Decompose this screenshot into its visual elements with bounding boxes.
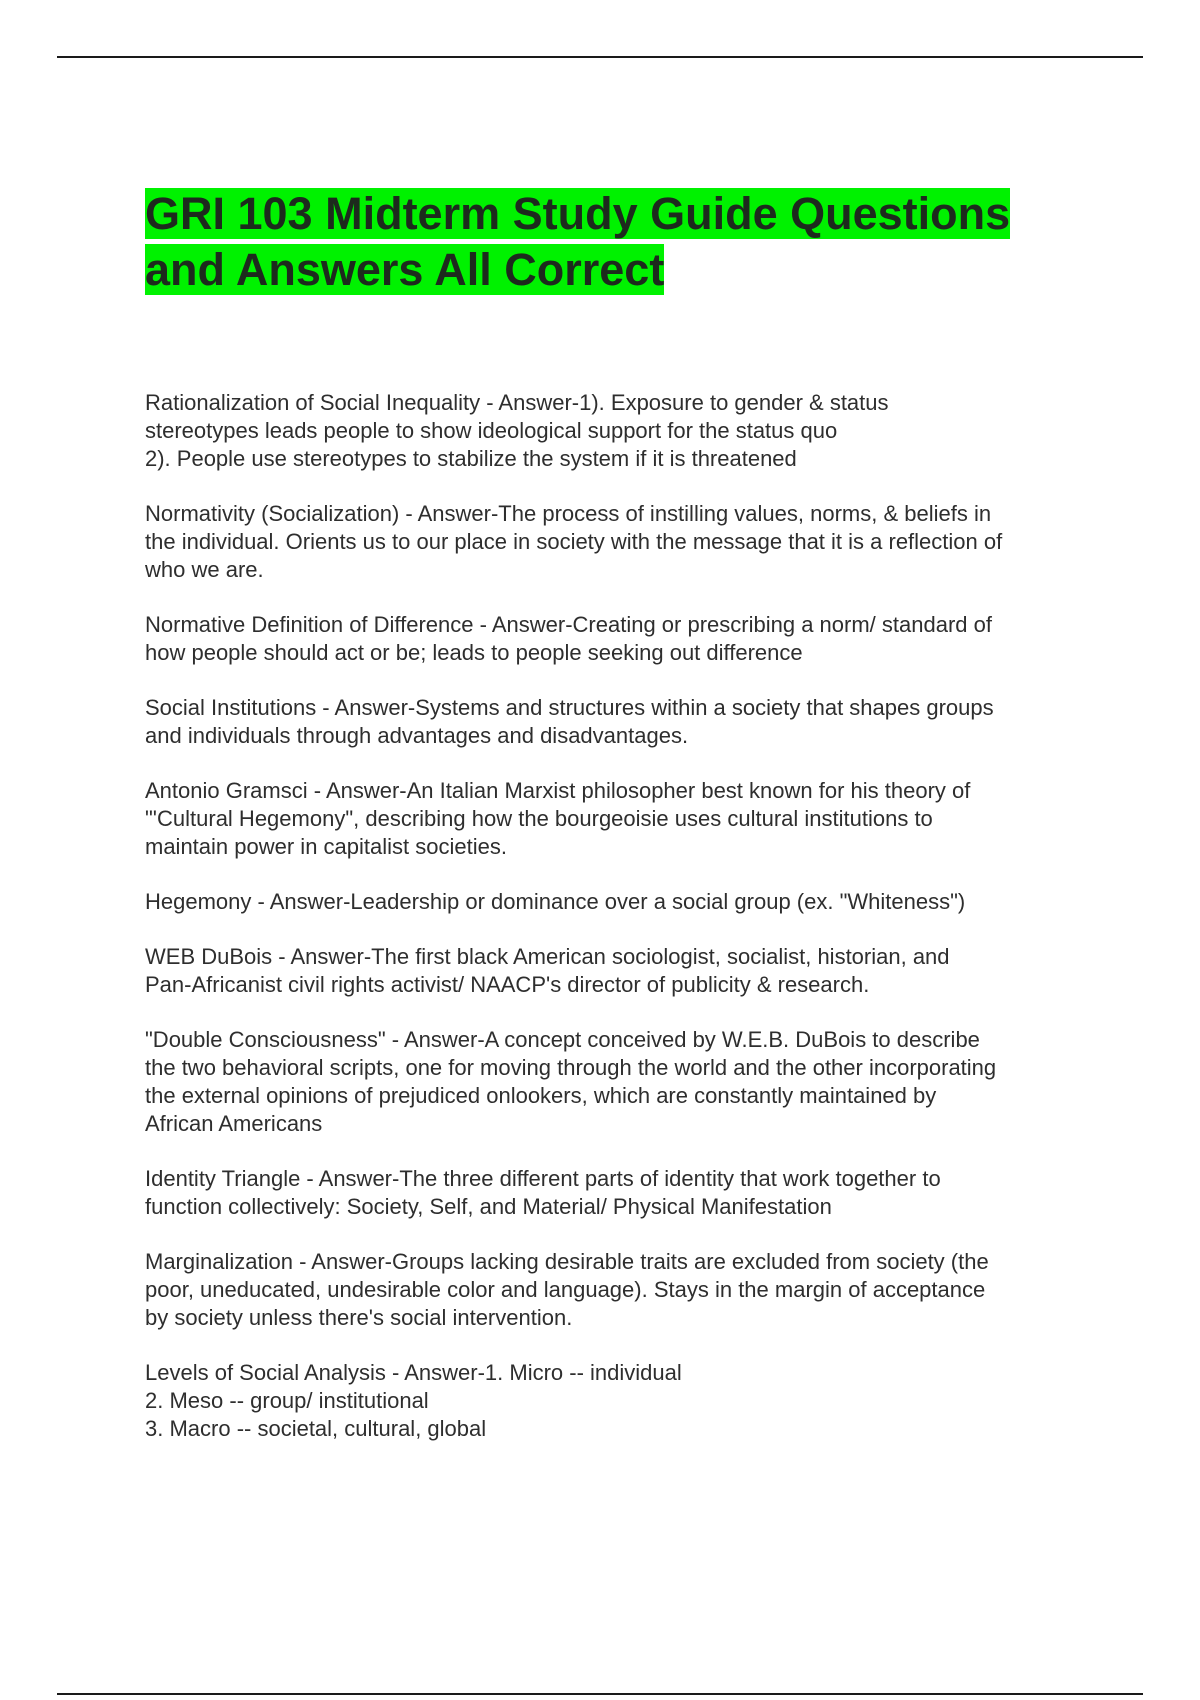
title-line-2: and Answers All Correct bbox=[145, 244, 665, 295]
entry-social-institutions: Social Institutions - Answer-Systems and structures within a society that shapes groups and individuals through advantages and disadvantages. bbox=[145, 695, 994, 748]
entry-marginalization: Marginalization - Answer-Groups lacking desirable traits are excluded from society (the poor, uneducated, undesirable color and language). Stays in the margin of acceptance by society unless there's social intervention. bbox=[145, 1249, 989, 1330]
document-title bbox=[145, 186, 1095, 298]
entry-web-dubois: WEB DuBois - Answer-The first black American sociologist, socialist, historian, and Pan-Africanist civil rights activist/ NAACP's director of publicity & research. bbox=[145, 944, 950, 997]
title-line-1: GRI 103 Midterm Study Guide Questions bbox=[145, 188, 1011, 239]
entry-normative-definition-of-difference: Normative Definition of Difference - Answer-Creating or prescribing a norm/ standard of how people should act or be; leads to people seeking out difference bbox=[145, 612, 992, 665]
entry-levels-of-social-analysis: Levels of Social Analysis - Answer-1. Micro -- individual 2. Meso -- group/ institutional 3. Macro -- societal, cultural, global bbox=[145, 1360, 682, 1441]
bottom-rule bbox=[57, 1693, 1143, 1695]
entry-double-consciousness: "Double Consciousness" - Answer-A concept conceived by W.E.B. DuBois to describe the two behavioral scripts, one for moving through the world and the other incorporating the external opinions of prejudiced onlookers, which are constantly maintained by African Americans bbox=[145, 1027, 997, 1136]
entry-normativity: Normativity (Socialization) - Answer-The process of instilling values, norms, & beliefs in the individual. Orients us to our place in society with the message that it is a reflection of who we are. bbox=[145, 501, 1003, 582]
entries-list bbox=[145, 389, 1090, 1443]
entry-identity-triangle: Identity Triangle - Answer-The three different parts of identity that work together to function collectively: Society, Self, and Material/ Physical Manifestation bbox=[145, 1166, 941, 1219]
top-rule bbox=[57, 56, 1143, 58]
entry-rationalization-of-social-inequality: Rationalization of Social Inequality - Answer-1). Exposure to gender & status stereotypes leads people to show ideological support for the status quo 2). People use stereotypes to stabilize the system if it is threatened bbox=[145, 390, 889, 471]
entry-antonio-gramsci: Antonio Gramsci - Answer-An Italian Marxist philosopher best known for his theory of "'Cultural Hegemony", describing how the bourgeoisie uses cultural institutions to maintain power in capitalist societies. bbox=[145, 778, 971, 859]
entry-hegemony: Hegemony - Answer-Leadership or dominance over a social group (ex. "Whiteness") bbox=[145, 889, 966, 914]
